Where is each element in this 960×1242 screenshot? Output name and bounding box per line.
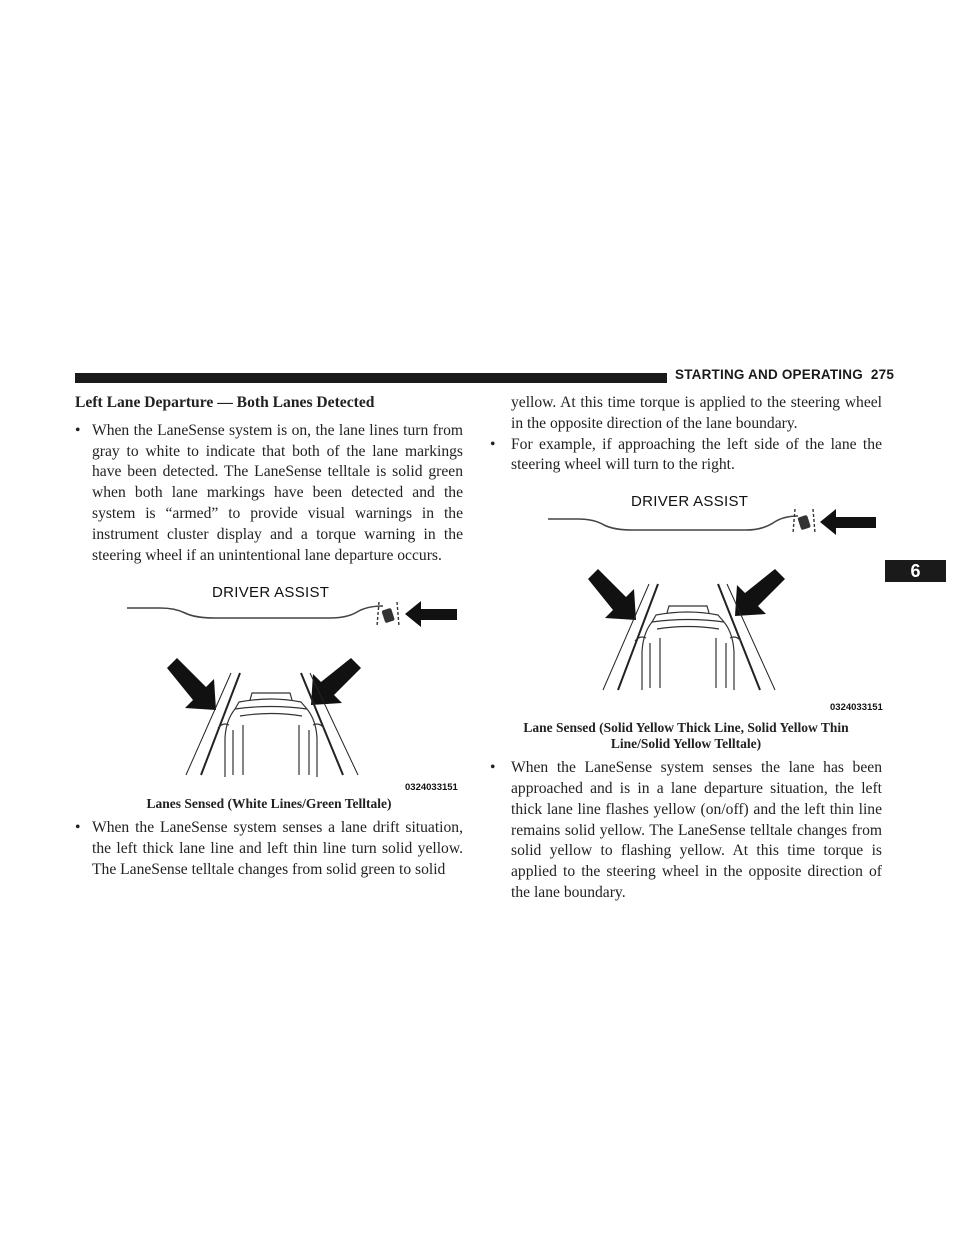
driver-assist-illustration: [75, 580, 463, 790]
figure-lanes-sensed: [75, 580, 463, 794]
bullet-text: When the LaneSense system senses the lane has been approached and is in a lane departure situation, the left thick lane line flashes yellow (on/off) and the left thin line remains solid yellow. The LaneSense telltale changes from solid yellow to flashing yellow. At this time torque is applied to the steering wheel in the opposite direction of the lane boundary.: [511, 759, 882, 901]
bullet-paragraph: [490, 435, 882, 477]
continued-text: yellow. At this time torque is applied to the steering wheel in the opposite direction of the lane boundary.: [511, 394, 882, 432]
arrow-icon: [311, 658, 361, 705]
figure-title: DRIVER ASSIST: [212, 584, 330, 602]
figure-lane-sensed-yellow: [490, 492, 882, 712]
right-column: [490, 393, 882, 904]
left-column: [75, 393, 463, 881]
running-header: [675, 367, 894, 382]
bullet-paragraph: [75, 421, 463, 567]
header-rule: [75, 373, 667, 383]
arrow-icon: [405, 601, 457, 627]
vehicle-icon: [218, 693, 324, 777]
figure-code: 0324033151: [830, 702, 883, 714]
bullet-icon: •: [490, 759, 496, 777]
bullet-paragraph: [490, 758, 882, 904]
chapter-number: 6: [910, 561, 921, 581]
section-title: STARTING AND OPERATING: [675, 367, 863, 382]
bullet-icon: •: [75, 819, 81, 837]
page-number: 275: [870, 367, 895, 382]
vehicle-icon: [635, 606, 741, 690]
figure-caption: Lane Sensed (Solid Yellow Thick Line, Solid Yellow Thin Line/Solid Yellow Telltale): [523, 720, 849, 752]
bullet-text: For example, if approaching the left side of the lane the steering wheel will turn to the right.: [511, 435, 882, 474]
section-heading: Left Lane Departure — Both Lanes Detected: [75, 394, 375, 411]
figure-title: DRIVER ASSIST: [631, 493, 749, 511]
figure-caption: Lanes Sensed (White Lines/Green Telltale): [146, 796, 392, 812]
bullet-icon: •: [75, 421, 81, 439]
figure-code: 0324033151: [405, 782, 458, 794]
bullet-text: When the LaneSense system is on, the lane lines turn from gray to white to indicate that both of the lane markings have been detected. The LaneSense telltale is solid green when both lane markings have been detected and the system is “armed” to provide visual warnings in the instrument cluster display and a torque warning in the steering wheel if an unintentional lane departure occurs.: [92, 421, 463, 564]
bullet-paragraph: [75, 818, 463, 880]
bullet-text: When the LaneSense system senses a lane drift situation, the left thick lane line and left thin line turn solid yellow. The LaneSense telltale changes from solid green to solid: [92, 819, 463, 878]
arrow-icon: [820, 509, 876, 535]
arrow-icon: [735, 569, 785, 616]
lanesense-telltale-icon: [793, 509, 815, 533]
bullet-icon: •: [490, 435, 496, 453]
arrow-icon: [588, 569, 636, 620]
driver-assist-illustration: [490, 492, 882, 712]
chapter-tab: [885, 560, 946, 582]
arrow-icon: [167, 658, 216, 710]
